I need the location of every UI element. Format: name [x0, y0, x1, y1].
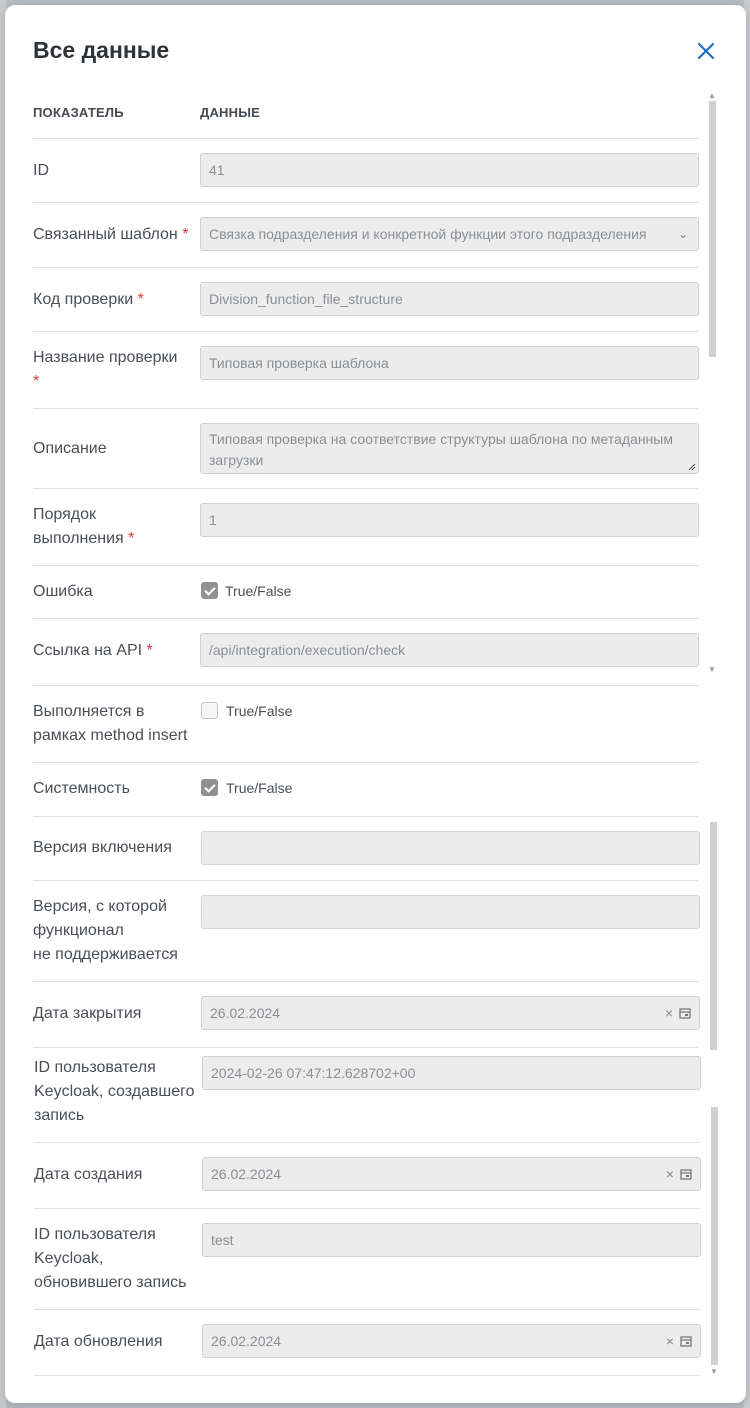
method-insert-checkbox[interactable]: [201, 702, 218, 719]
scroll-down-arrow-icon[interactable]: ▼: [710, 1367, 718, 1376]
created-date-picker[interactable]: [202, 1157, 701, 1191]
template-select-value: Связка подразделения и конкретной функции этого подразделения: [209, 226, 647, 242]
close-date-picker[interactable]: [201, 996, 700, 1030]
api-link-field[interactable]: /api/integration/execution/check: [200, 633, 699, 667]
divider: [33, 816, 699, 817]
divider: [33, 565, 699, 566]
divider: [33, 1047, 699, 1048]
order-field[interactable]: 1: [200, 503, 699, 537]
all-data-modal: [5, 5, 746, 1403]
label-updater-id: ID пользователя Keycloak, обновившего запись: [34, 1226, 187, 1291]
calendar-icon[interactable]: [680, 1335, 692, 1347]
divider: [33, 202, 699, 203]
modal-title: Все данные: [33, 37, 170, 63]
resize-handle-icon[interactable]: [688, 463, 696, 471]
error-checkbox-label: True/False: [225, 583, 292, 599]
description-textarea[interactable]: [200, 423, 699, 474]
divider: [33, 880, 699, 881]
label-method-insert: Выполняется в рамках method insert: [33, 703, 188, 744]
divider: [34, 1142, 700, 1143]
scroll-up-arrow-icon[interactable]: ▲: [708, 91, 716, 100]
updater-id-field[interactable]: test: [202, 1223, 701, 1257]
label-check-name: Название проверки *: [33, 349, 178, 390]
column-header-data: ДАННЫЕ: [200, 105, 261, 120]
creator-id-field[interactable]: 2024-02-26 07:47:12.628702+00: [202, 1056, 701, 1090]
error-checkbox[interactable]: [201, 582, 218, 599]
template-select[interactable]: [200, 217, 699, 251]
divider: [33, 331, 699, 332]
systemic-checkbox-label: True/False: [226, 780, 293, 796]
updated-date-picker[interactable]: [202, 1324, 701, 1358]
label-template: Связанный шаблон *: [33, 226, 189, 243]
scrollbar-thumb[interactable]: [711, 1107, 718, 1365]
label-api-link: Ссылка на API *: [33, 642, 153, 659]
version-unsupported-field[interactable]: [201, 895, 700, 929]
scrollbar-thumb[interactable]: [709, 101, 716, 357]
divider: [34, 1208, 700, 1209]
divider: [33, 762, 699, 763]
label-systemic: Системность: [33, 780, 130, 797]
label-creator-id: ID пользователя Keycloak, создавшего запись: [34, 1059, 195, 1124]
divider: [33, 138, 699, 139]
close-date-value: 26.02.2024: [210, 1005, 281, 1021]
divider: [33, 981, 699, 982]
divider: [33, 408, 699, 409]
label-check-code: Код проверки *: [33, 291, 144, 308]
version-on-field[interactable]: [201, 831, 700, 865]
close-icon[interactable]: [696, 41, 716, 61]
check-code-field[interactable]: Division_function_file_structure: [200, 282, 699, 316]
check-name-field[interactable]: Типовая проверка шаблона: [200, 346, 699, 380]
divider: [34, 1309, 700, 1310]
created-date-value: 26.02.2024: [211, 1166, 282, 1182]
divider: [33, 618, 699, 619]
clear-icon[interactable]: ×: [664, 1005, 673, 1021]
divider: [33, 267, 699, 268]
method-insert-checkbox-label: True/False: [226, 703, 293, 719]
label-description: Описание: [33, 440, 107, 457]
label-order: Порядок выполнения *: [33, 506, 135, 547]
clear-icon[interactable]: ×: [665, 1333, 674, 1349]
chevron-down-icon: ⌄: [677, 227, 688, 241]
calendar-icon[interactable]: [680, 1168, 692, 1180]
updated-date-value: 26.02.2024: [211, 1333, 282, 1349]
divider: [34, 1375, 700, 1376]
label-version-unsupported: Версия, с которой функционал не поддерживается: [33, 898, 178, 963]
scrollbar-thumb[interactable]: [710, 822, 717, 1050]
label-updated-date: Дата обновления: [34, 1333, 163, 1350]
label-error: Ошибка: [33, 583, 93, 600]
divider: [33, 685, 699, 686]
label-close-date: Дата закрытия: [33, 1005, 142, 1022]
label-created-date: Дата создания: [34, 1166, 143, 1183]
scroll-down-arrow-icon[interactable]: ▼: [708, 665, 716, 674]
systemic-checkbox[interactable]: [201, 779, 218, 796]
description-text: Типовая проверка на соответствие структуры шаблона по метаданным загрузки: [209, 431, 673, 468]
label-version-on: Версия включения: [33, 839, 172, 856]
id-field[interactable]: 41: [200, 153, 699, 187]
divider: [33, 488, 699, 489]
column-header-indicator: ПОКАЗАТЕЛЬ: [33, 105, 124, 120]
calendar-icon[interactable]: [679, 1007, 691, 1019]
label-id: ID: [33, 162, 49, 179]
clear-icon[interactable]: ×: [665, 1166, 674, 1182]
